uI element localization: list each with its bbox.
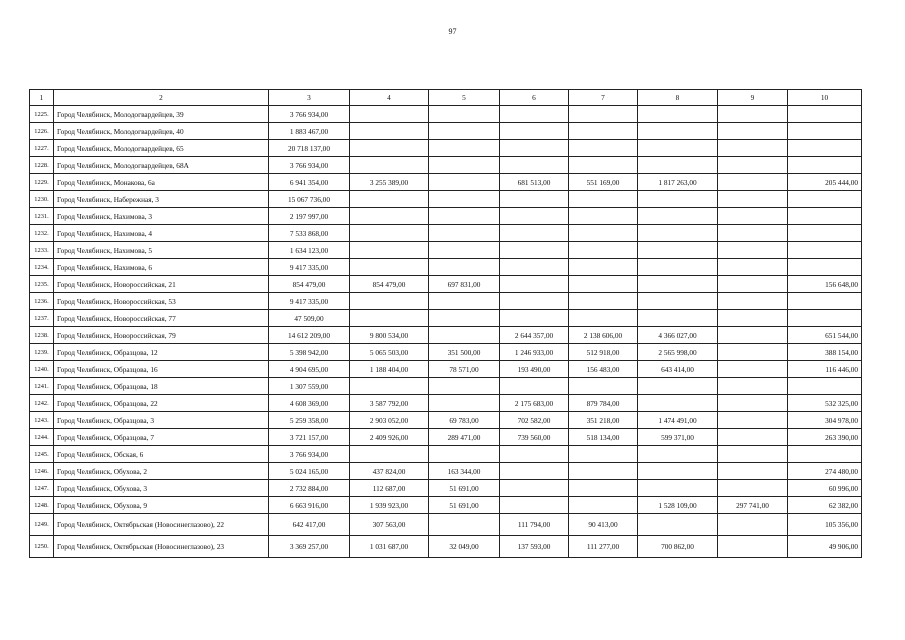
address-cell: Город Челябинск, Нахимова, 6 xyxy=(54,259,269,276)
amount-cell: 3 587 792,00 xyxy=(350,395,429,412)
row-number: 1249. xyxy=(30,514,54,536)
amount-cell: 51 691,00 xyxy=(429,480,500,497)
amount-cell: 2 644 357,00 xyxy=(500,327,569,344)
amount-cell: 5 398 942,00 xyxy=(269,344,350,361)
address-cell: Город Челябинск, Новороссийская, 77 xyxy=(54,310,269,327)
amount-cell: 2 409 926,00 xyxy=(350,429,429,446)
amount-cell: 112 687,00 xyxy=(350,480,429,497)
amount-cell: 351 218,00 xyxy=(569,412,638,429)
amount-cell xyxy=(429,225,500,242)
amount-cell: 388 154,00 xyxy=(788,344,862,361)
amount-cell xyxy=(788,378,862,395)
amount-cell: 156 648,00 xyxy=(788,276,862,293)
amount-cell xyxy=(638,395,718,412)
table-row xyxy=(30,514,862,536)
amount-cell xyxy=(638,378,718,395)
amount-cell xyxy=(500,157,569,174)
column-header: 6 xyxy=(500,90,569,106)
amount-cell xyxy=(718,463,788,480)
amount-cell xyxy=(638,225,718,242)
amount-cell xyxy=(350,123,429,140)
address-cell: Город Челябинск, Нахимова, 3 xyxy=(54,208,269,225)
amount-cell: 111 794,00 xyxy=(500,514,569,536)
amount-cell: 700 862,00 xyxy=(638,536,718,558)
amount-cell xyxy=(638,242,718,259)
amount-cell xyxy=(788,106,862,123)
amount-cell: 1 817 263,00 xyxy=(638,174,718,191)
row-number: 1244. xyxy=(30,429,54,446)
amount-cell xyxy=(500,225,569,242)
row-number: 1237. xyxy=(30,310,54,327)
amount-cell: 532 325,00 xyxy=(788,395,862,412)
amount-cell xyxy=(429,174,500,191)
amount-cell xyxy=(569,123,638,140)
amount-cell: 304 978,00 xyxy=(788,412,862,429)
amount-cell xyxy=(638,276,718,293)
row-number: 1236. xyxy=(30,293,54,310)
column-header: 9 xyxy=(718,90,788,106)
amount-cell xyxy=(638,208,718,225)
amount-cell: 5 024 165,00 xyxy=(269,463,350,480)
amount-cell xyxy=(500,123,569,140)
row-number: 1234. xyxy=(30,259,54,276)
amount-cell: 1 307 559,00 xyxy=(269,378,350,395)
row-number: 1228. xyxy=(30,157,54,174)
amount-cell: 642 417,00 xyxy=(269,514,350,536)
amount-cell: 205 444,00 xyxy=(788,174,862,191)
amount-cell xyxy=(500,497,569,514)
amount-cell: 512 918,00 xyxy=(569,344,638,361)
column-header: 10 xyxy=(788,90,862,106)
row-number: 1242. xyxy=(30,395,54,412)
amount-cell xyxy=(569,446,638,463)
row-number: 1250. xyxy=(30,536,54,558)
table-row xyxy=(30,106,862,123)
amount-cell xyxy=(718,157,788,174)
row-number: 1233. xyxy=(30,242,54,259)
page-number: 97 xyxy=(448,27,457,36)
amount-cell xyxy=(429,446,500,463)
address-cell: Город Челябинск, Образцова, 12 xyxy=(54,344,269,361)
amount-cell: 60 996,00 xyxy=(788,480,862,497)
amount-cell: 9 417 335,00 xyxy=(269,259,350,276)
amount-cell: 3 766 934,00 xyxy=(269,106,350,123)
amount-cell: 2 565 998,00 xyxy=(638,344,718,361)
table-row xyxy=(30,157,862,174)
amount-cell xyxy=(788,208,862,225)
address-cell: Город Челябинск, Набережная, 3 xyxy=(54,191,269,208)
amount-cell: 47 509,00 xyxy=(269,310,350,327)
amount-cell xyxy=(788,242,862,259)
amount-cell: 51 691,00 xyxy=(429,497,500,514)
table-row xyxy=(30,412,862,429)
amount-cell xyxy=(569,259,638,276)
amount-cell xyxy=(500,191,569,208)
amount-cell xyxy=(638,293,718,310)
amount-cell: 9 417 335,00 xyxy=(269,293,350,310)
amount-cell xyxy=(788,123,862,140)
amount-cell xyxy=(350,378,429,395)
amount-cell xyxy=(500,106,569,123)
amount-cell xyxy=(350,293,429,310)
amount-cell xyxy=(718,276,788,293)
address-cell: Город Челябинск, Новороссийская, 53 xyxy=(54,293,269,310)
amount-cell xyxy=(429,293,500,310)
amount-cell xyxy=(350,310,429,327)
address-cell: Город Челябинск, Молодогвардейцев, 65 xyxy=(54,140,269,157)
amount-cell xyxy=(638,123,718,140)
amount-cell: 9 800 534,00 xyxy=(350,327,429,344)
amount-cell xyxy=(429,327,500,344)
amount-cell: 2 175 683,00 xyxy=(500,395,569,412)
address-cell: Город Челябинск, Нахимова, 4 xyxy=(54,225,269,242)
amount-cell xyxy=(500,378,569,395)
address-cell: Город Челябинск, Монакова, 6а xyxy=(54,174,269,191)
amount-cell: 90 413,00 xyxy=(569,514,638,536)
amount-cell xyxy=(429,514,500,536)
amount-cell: 2 197 997,00 xyxy=(269,208,350,225)
amount-cell xyxy=(638,310,718,327)
row-number: 1225. xyxy=(30,106,54,123)
amount-cell xyxy=(718,361,788,378)
column-header: 3 xyxy=(269,90,350,106)
table-row xyxy=(30,429,862,446)
amount-cell xyxy=(569,208,638,225)
amount-cell xyxy=(500,480,569,497)
row-number: 1238. xyxy=(30,327,54,344)
table-row xyxy=(30,310,862,327)
amount-cell xyxy=(788,140,862,157)
row-number: 1243. xyxy=(30,412,54,429)
amount-cell: 351 500,00 xyxy=(429,344,500,361)
amount-cell xyxy=(569,310,638,327)
row-number: 1227. xyxy=(30,140,54,157)
amount-cell: 156 483,00 xyxy=(569,361,638,378)
amount-cell xyxy=(718,327,788,344)
amount-cell: 2 138 606,00 xyxy=(569,327,638,344)
table-row xyxy=(30,395,862,412)
amount-cell xyxy=(429,259,500,276)
amount-cell: 739 560,00 xyxy=(500,429,569,446)
amount-cell xyxy=(500,208,569,225)
amount-cell: 879 784,00 xyxy=(569,395,638,412)
amount-cell: 274 480,00 xyxy=(788,463,862,480)
column-header: 7 xyxy=(569,90,638,106)
table-row xyxy=(30,140,862,157)
table-row xyxy=(30,208,862,225)
table-row xyxy=(30,225,862,242)
amount-cell: 1 246 933,00 xyxy=(500,344,569,361)
amount-cell xyxy=(638,463,718,480)
amount-cell: 854 479,00 xyxy=(269,276,350,293)
amount-cell: 3 255 389,00 xyxy=(350,174,429,191)
address-cell: Город Челябинск, Новороссийская, 21 xyxy=(54,276,269,293)
table-row xyxy=(30,480,862,497)
amount-cell: 599 371,00 xyxy=(638,429,718,446)
address-cell: Город Челябинск, Молодогвардейцев, 40 xyxy=(54,123,269,140)
amount-cell: 62 382,00 xyxy=(788,497,862,514)
amount-cell: 681 513,00 xyxy=(500,174,569,191)
amount-cell xyxy=(350,225,429,242)
amount-cell xyxy=(788,293,862,310)
amount-cell: 702 582,00 xyxy=(500,412,569,429)
amount-cell xyxy=(718,174,788,191)
amount-cell: 651 544,00 xyxy=(788,327,862,344)
amount-cell xyxy=(500,276,569,293)
column-header: 5 xyxy=(429,90,500,106)
amount-cell xyxy=(718,123,788,140)
amount-cell xyxy=(569,463,638,480)
address-cell: Город Челябинск, Обухова, 2 xyxy=(54,463,269,480)
amount-cell xyxy=(429,157,500,174)
table-row xyxy=(30,361,862,378)
table-row xyxy=(30,293,862,310)
address-cell: Город Челябинск, Нахимова, 5 xyxy=(54,242,269,259)
column-header: 8 xyxy=(638,90,718,106)
amount-cell xyxy=(350,242,429,259)
amount-cell xyxy=(788,310,862,327)
row-number: 1229. xyxy=(30,174,54,191)
amount-cell xyxy=(718,536,788,558)
address-cell: Город Челябинск, Октябрьская (Новосинеглазово), 23 xyxy=(54,536,269,558)
amount-cell xyxy=(429,208,500,225)
table-row xyxy=(30,191,862,208)
amount-cell xyxy=(569,293,638,310)
amount-cell xyxy=(718,225,788,242)
address-cell: Город Челябинск, Образцова, 22 xyxy=(54,395,269,412)
address-cell: Город Челябинск, Молодогвардейцев, 68А xyxy=(54,157,269,174)
amount-cell: 137 593,00 xyxy=(500,536,569,558)
row-number: 1248. xyxy=(30,497,54,514)
table-row xyxy=(30,344,862,361)
amount-cell: 297 741,00 xyxy=(718,497,788,514)
amount-cell: 3 766 934,00 xyxy=(269,157,350,174)
amount-cell xyxy=(569,276,638,293)
amount-cell: 307 563,00 xyxy=(350,514,429,536)
table-row xyxy=(30,123,862,140)
amount-cell xyxy=(569,480,638,497)
table-row xyxy=(30,446,862,463)
amount-cell xyxy=(569,191,638,208)
amount-cell xyxy=(788,225,862,242)
amount-cell: 289 471,00 xyxy=(429,429,500,446)
amount-cell xyxy=(638,514,718,536)
amount-cell: 105 356,00 xyxy=(788,514,862,536)
amount-cell xyxy=(718,191,788,208)
row-number: 1245. xyxy=(30,446,54,463)
amount-cell: 111 277,00 xyxy=(569,536,638,558)
table-row xyxy=(30,259,862,276)
amount-cell xyxy=(500,310,569,327)
amount-cell xyxy=(569,106,638,123)
amount-cell xyxy=(718,242,788,259)
amount-cell: 551 169,00 xyxy=(569,174,638,191)
amount-cell: 437 824,00 xyxy=(350,463,429,480)
amount-cell: 1 031 687,00 xyxy=(350,536,429,558)
amount-cell xyxy=(638,157,718,174)
amount-cell xyxy=(638,480,718,497)
amount-cell xyxy=(718,208,788,225)
column-header: 2 xyxy=(54,90,269,106)
amount-cell: 5 259 358,00 xyxy=(269,412,350,429)
amount-cell xyxy=(429,106,500,123)
table-row xyxy=(30,327,862,344)
row-number: 1226. xyxy=(30,123,54,140)
amount-cell xyxy=(500,463,569,480)
amount-cell: 643 414,00 xyxy=(638,361,718,378)
address-cell: Город Челябинск, Октябрьская (Новосинеглазово), 22 xyxy=(54,514,269,536)
amount-cell xyxy=(569,497,638,514)
address-cell: Город Челябинск, Обухова, 9 xyxy=(54,497,269,514)
amount-cell xyxy=(718,412,788,429)
amount-cell: 2 903 052,00 xyxy=(350,412,429,429)
amount-cell xyxy=(788,259,862,276)
address-cell: Город Челябинск, Молодогвардейцев, 39 xyxy=(54,106,269,123)
table-row xyxy=(30,276,862,293)
amount-cell: 69 783,00 xyxy=(429,412,500,429)
amount-cell: 263 390,00 xyxy=(788,429,862,446)
amount-cell: 32 049,00 xyxy=(429,536,500,558)
amount-cell xyxy=(429,123,500,140)
amount-cell xyxy=(718,310,788,327)
amount-cell xyxy=(638,259,718,276)
address-cell: Город Челябинск, Образцова, 3 xyxy=(54,412,269,429)
row-number: 1235. xyxy=(30,276,54,293)
amount-cell: 1 528 109,00 xyxy=(638,497,718,514)
amount-cell: 193 490,00 xyxy=(500,361,569,378)
amount-cell xyxy=(569,242,638,259)
column-header: 1 xyxy=(30,90,54,106)
amount-cell: 854 479,00 xyxy=(350,276,429,293)
amount-cell xyxy=(718,514,788,536)
amount-cell xyxy=(788,157,862,174)
amount-cell: 49 906,00 xyxy=(788,536,862,558)
row-number: 1246. xyxy=(30,463,54,480)
amount-cell: 1 883 467,00 xyxy=(269,123,350,140)
amount-cell xyxy=(569,157,638,174)
amount-cell xyxy=(638,446,718,463)
amount-cell xyxy=(350,140,429,157)
amount-cell xyxy=(718,259,788,276)
row-number: 1232. xyxy=(30,225,54,242)
table-row xyxy=(30,536,862,558)
table-row xyxy=(30,174,862,191)
data-table xyxy=(29,89,862,558)
amount-cell xyxy=(350,208,429,225)
address-cell: Город Челябинск, Обухова, 3 xyxy=(54,480,269,497)
amount-cell xyxy=(718,378,788,395)
amount-cell: 697 831,00 xyxy=(429,276,500,293)
amount-cell: 14 612 209,00 xyxy=(269,327,350,344)
address-cell: Город Челябинск, Образцова, 7 xyxy=(54,429,269,446)
header-row xyxy=(30,90,862,106)
amount-cell xyxy=(569,140,638,157)
amount-cell xyxy=(569,378,638,395)
amount-cell xyxy=(638,140,718,157)
amount-cell xyxy=(718,106,788,123)
table-row xyxy=(30,497,862,514)
table-row xyxy=(30,378,862,395)
amount-cell: 6 663 916,00 xyxy=(269,497,350,514)
address-cell: Город Челябинск, Образцова, 18 xyxy=(54,378,269,395)
amount-cell: 4 608 369,00 xyxy=(269,395,350,412)
amount-cell xyxy=(350,106,429,123)
amount-cell: 2 732 884,00 xyxy=(269,480,350,497)
amount-cell xyxy=(429,395,500,412)
amount-cell xyxy=(788,191,862,208)
amount-cell: 1 474 491,00 xyxy=(638,412,718,429)
row-number: 1247. xyxy=(30,480,54,497)
amount-cell: 15 067 736,00 xyxy=(269,191,350,208)
amount-cell: 4 904 695,00 xyxy=(269,361,350,378)
table-row xyxy=(30,242,862,259)
amount-cell: 5 065 503,00 xyxy=(350,344,429,361)
amount-cell: 78 571,00 xyxy=(429,361,500,378)
amount-cell xyxy=(429,378,500,395)
amount-cell: 20 718 137,00 xyxy=(269,140,350,157)
amount-cell xyxy=(500,242,569,259)
amount-cell: 1 634 123,00 xyxy=(269,242,350,259)
address-cell: Город Челябинск, Новороссийская, 79 xyxy=(54,327,269,344)
amount-cell xyxy=(718,429,788,446)
amount-cell: 3 721 157,00 xyxy=(269,429,350,446)
amount-cell xyxy=(429,242,500,259)
row-number: 1230. xyxy=(30,191,54,208)
amount-cell xyxy=(718,140,788,157)
amount-cell xyxy=(718,480,788,497)
amount-cell xyxy=(429,140,500,157)
amount-cell: 3 766 934,00 xyxy=(269,446,350,463)
amount-cell: 3 369 257,00 xyxy=(269,536,350,558)
amount-cell xyxy=(718,344,788,361)
amount-cell: 4 366 027,00 xyxy=(638,327,718,344)
amount-cell xyxy=(500,293,569,310)
amount-cell: 1 939 923,00 xyxy=(350,497,429,514)
row-number: 1231. xyxy=(30,208,54,225)
column-header: 4 xyxy=(350,90,429,106)
amount-cell xyxy=(350,191,429,208)
amount-cell xyxy=(638,106,718,123)
amount-cell xyxy=(718,395,788,412)
amount-cell xyxy=(429,310,500,327)
address-cell: Город Челябинск, Образцова, 16 xyxy=(54,361,269,378)
amount-cell xyxy=(350,446,429,463)
amount-cell xyxy=(500,140,569,157)
row-number: 1239. xyxy=(30,344,54,361)
amount-cell xyxy=(500,259,569,276)
amount-cell xyxy=(350,259,429,276)
amount-cell xyxy=(718,446,788,463)
amount-cell xyxy=(350,157,429,174)
table-row xyxy=(30,463,862,480)
amount-cell xyxy=(569,225,638,242)
amount-cell: 163 344,00 xyxy=(429,463,500,480)
amount-cell xyxy=(429,191,500,208)
amount-cell: 7 533 868,00 xyxy=(269,225,350,242)
amount-cell: 116 446,00 xyxy=(788,361,862,378)
amount-cell xyxy=(718,293,788,310)
amount-cell xyxy=(788,446,862,463)
row-number: 1241. xyxy=(30,378,54,395)
address-cell: Город Челябинск, Обская, 6 xyxy=(54,446,269,463)
amount-cell xyxy=(500,446,569,463)
amount-cell xyxy=(638,191,718,208)
amount-cell: 1 188 404,00 xyxy=(350,361,429,378)
amount-cell: 518 134,00 xyxy=(569,429,638,446)
amount-cell: 6 941 354,00 xyxy=(269,174,350,191)
row-number: 1240. xyxy=(30,361,54,378)
